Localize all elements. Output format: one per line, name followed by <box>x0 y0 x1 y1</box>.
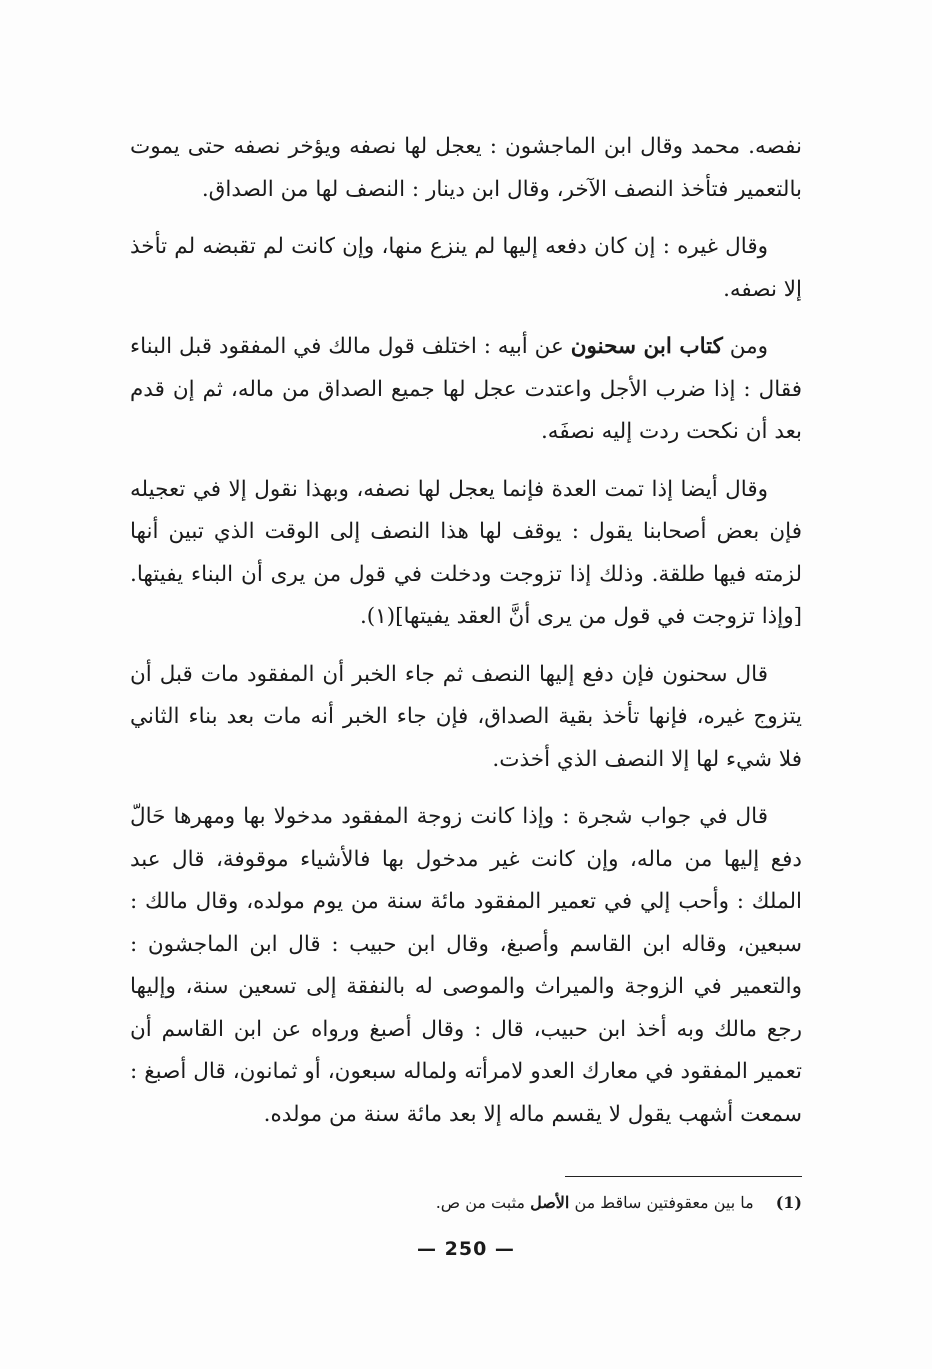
paragraph-2: وقال غيره : إن كان دفعه إليها لم ينزع منها، وإن كانت لم تقبضه لم تأخذ إلا نصفه. <box>130 234 802 302</box>
paragraph-6: قال في جواب شجرة : وإذا كانت زوجة المفقود مدخولا بها ومهرها حَالّ دفع إليها من ماله، وإن كانت غير مدخول بها فالأشياء موقوفة، قال عبد الملك : وأحب إلي في تعمير المفقود مائة سنة من يوم مولده، وقال مالك : سبعين، وقاله ابن القاسم وأصبغ، وقال ابن حبيب : قال ابن الماجشون : والتعمير في الزوجة والميراث والموصى له بالنفقة إلى تسعين سنة، وإليها رجع مالك وبه أخذ ابن حبيب، قال : وقال أصبغ ورواه عن ابن القاسم أن تعمير المفقود في معارك العدو لامرأته ولماله سبعون، أو ثمانون، قال أصبغ : سمعت أشهب يقول لا يقسم ماله إلا بعد مائة سنة من مولده. <box>130 804 802 1127</box>
footnote <box>360 1186 802 1220</box>
footnote-text-lead: ما بين معقوفتين ساقط من <box>569 1193 754 1212</box>
paragraph-4: وقال أيضا إذا تمت العدة فإنما يعجل لها نصفه، وبهذا نقول إلا في تعجيله فإن بعض أصحابنا يقول : يوقف لها هذا النصف إلى الوقت الذي تبين أنها لزمته فيها طلقة. وذلك إذا تزوجت ودخلت في قول من يرى أن البناء يفيتها. [وإذا تزوجت في قول من يرى أنَّ العقد يفيتها](١). <box>130 476 802 629</box>
book-title-bold: كتاب ابن سحنون <box>570 334 723 359</box>
page-number: — 250 — <box>417 1238 515 1260</box>
paragraph-1: نفصه. محمد وقال ابن الماجشون : يعجل لها نصفه ويؤخر نصفه حتى يموت بالتعمير فتأخذ النصف الآخر، وقال ابن دينار : النصف لها من الصداق. <box>130 134 802 202</box>
paragraph-3-rest: عن أبيه : اختلف قول مالك في المفقود قبل البناء فقال : إذا ضرب الأجل واعتدت عجل لها جميع الصداق من ماله، ثم إن قدم بعد أن نكحت ردت إليه نصفَه. <box>130 334 802 444</box>
paragraph-3-lead: ومن <box>722 334 768 359</box>
main-text <box>130 126 802 1151</box>
footnote-text-rest: مثبت من ص. <box>435 1193 531 1212</box>
footnote-divider <box>565 1176 802 1177</box>
footnote-number: (1) <box>775 1193 802 1212</box>
footnote-text-bold: الأصل <box>530 1193 570 1212</box>
paragraph-3 <box>130 326 802 454</box>
paragraph-5: قال سحنون فإن دفع إليها النصف ثم جاء الخبر أن المفقود مات قبل أن يتزوج غيره، فإنها تأخذ بقية الصداق، فإن جاء الخبر أنه مات بعد بناء الثاني فلا شيء لها إلا النصف الذي أخذت. <box>130 661 802 772</box>
